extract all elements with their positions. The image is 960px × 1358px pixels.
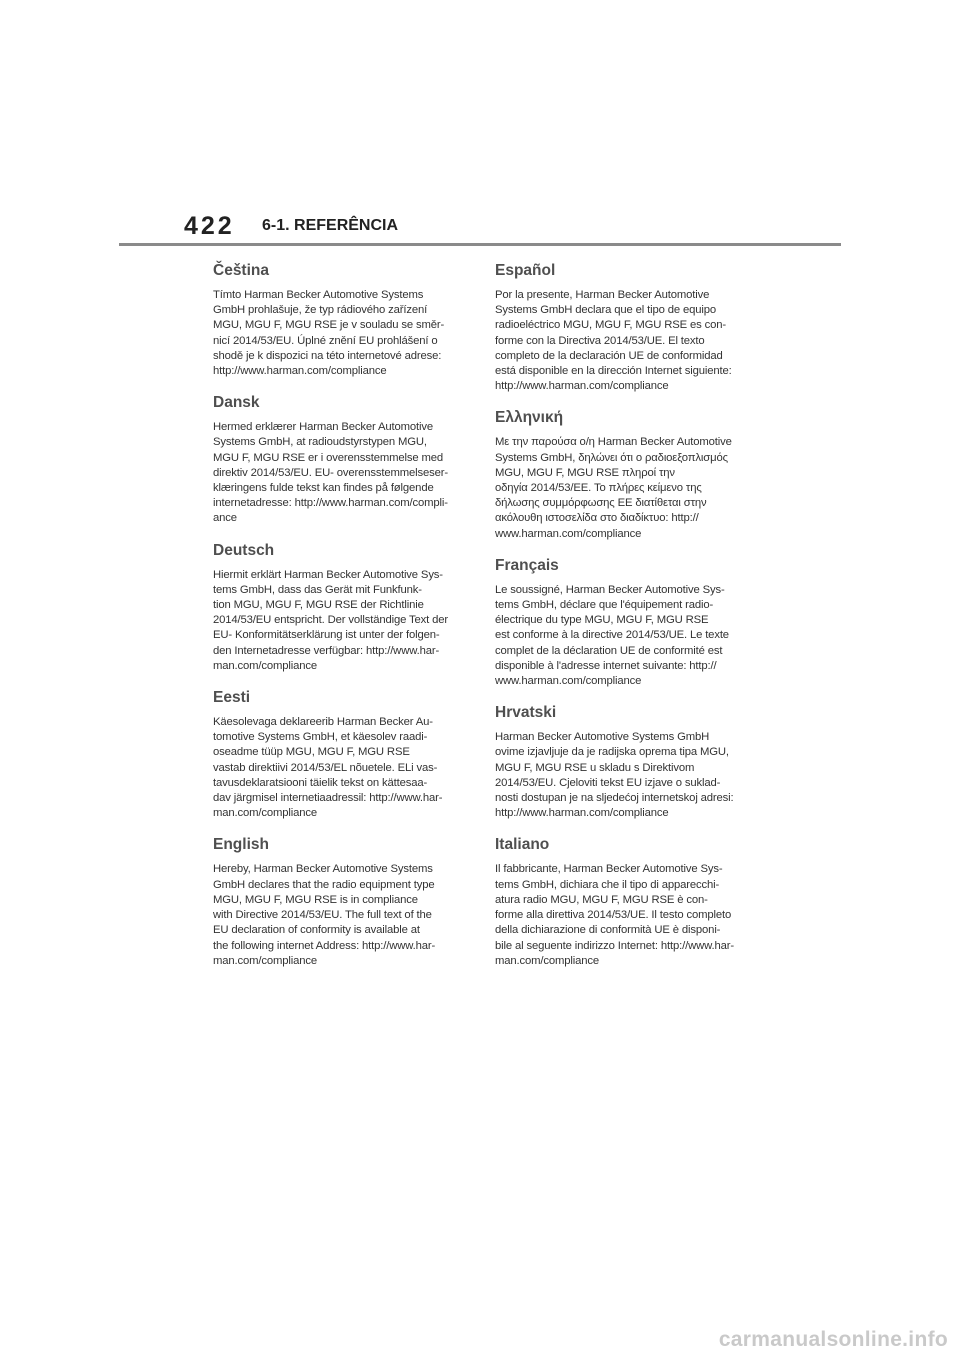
chapter-title: 6-1. REFERÊNCIA xyxy=(262,217,399,234)
page-number: 422 xyxy=(184,212,235,240)
section-heading: Français xyxy=(495,556,559,574)
section-heading: Dansk xyxy=(213,394,260,412)
section-heading: English xyxy=(213,836,269,854)
right-column xyxy=(495,261,751,983)
section-francais xyxy=(495,556,751,689)
section-english xyxy=(213,835,469,968)
section-heading: Español xyxy=(495,262,556,279)
section-heading: Deutsch xyxy=(213,541,275,559)
section-body: Harman Becker Automotive Systems GmbH ovime izjavljuje da je radijska oprema tipa MGU, MGU F, MGU RSE u skladu s Direktivom 2014/53/EU. Cjeloviti tekst EU izjave o suklad- nosti dostupan je na sljedećoj internetskoj adresi: http://www.harman.com/compliance xyxy=(495,731,734,820)
section-deutsch xyxy=(213,541,469,674)
page-header xyxy=(0,0,960,250)
section-heading: Eesti xyxy=(213,689,251,707)
header-divider xyxy=(119,243,841,246)
section-body: Hiermit erklärt Harman Becker Automotive Sys- tems GmbH, dass das Gerät mit Funkfunk- tion MGU, MGU F, MGU RSE der Richtlinie 2014/53/EU entspricht. Der vollständige Text der EU- Konformitätserklärung ist unter der folgen- den Internetadresse verfügbar: http://www.har- man.com/compliance xyxy=(213,568,448,672)
section-hrvatski xyxy=(495,703,751,821)
section-espanol xyxy=(495,261,751,394)
section-cestina xyxy=(213,261,469,379)
section-italiano xyxy=(495,835,751,968)
watermark: carmanualsonline.info xyxy=(718,1328,948,1351)
section-body: Tímto Harman Becker Automotive Systems GmbH prohlašuje, že typ rádiového zařízení MGU, MGU F, MGU RSE je v souladu se směr- nicí 2014/53/EU. Úplné znění EU prohlášení o shodě je k dispozici na této internetové adrese: http://www.harman.com/compliance xyxy=(213,289,445,378)
section-dansk xyxy=(213,393,469,526)
section-body: Le soussigné, Harman Becker Automotive Sys- tems GmbH, déclare que l'équipement radio- électrique du type MGU, MGU F, MGU RSE est conforme à la directive 2014/53/UE. Le texte complet de la déclaration UE de conformité est disponible à l'adresse internet suivante: http:// www.harman.com/compliance xyxy=(495,583,729,688)
section-heading: Italiano xyxy=(495,836,550,854)
section-ellinika xyxy=(495,408,751,541)
section-body: Hereby, Harman Becker Automotive Systems GmbH declares that the radio equipment type MGU, MGU F, MGU RSE is in compliance with Directive 2014/53/EU. The full text of the EU declaration of conformity is available at the following internet Address: http://www.har- man.com/compliance xyxy=(213,863,436,967)
left-column xyxy=(213,261,469,983)
section-heading: Ελληνική xyxy=(495,409,564,427)
section-body: Käesolevaga deklareerib Harman Becker Au- tomotive Systems GmbH, et käesolev raadi- oseadme tüüp MGU, MGU F, MGU RSE vastab direktiivi 2014/53/EL nõuetele. ELi vas- tavusdeklaratsiooni täielik tekst on kättesaa- dav järgmisel internetiaadressil: http://www.har- man.com/compliance xyxy=(213,716,443,820)
section-body: Il fabbricante, Harman Becker Automotive Sys- tems GmbH, dichiara che il tipo di apparecchi- atura radio MGU, MGU F, MGU RSE è con- forme alla direttiva 2014/53/UE. Il testo completo della dichiarazione di conformità UE è disponi- bile al seguente indirizzo Internet: http://www.har- man.com/compliance xyxy=(495,863,734,967)
section-heading: Čeština xyxy=(213,262,269,279)
section-body: Με την παρούσα ο/η Harman Becker Automotive Systems GmbH, δηλώνει ότι ο ραδιοεξοπλισμός MGU, MGU F, MGU RSE πληροί την οδηγία 2014/53/ΕΕ. Το πλήρες κείμενο της δήλωσης συμμόρφωσης ΕΕ διατίθεται στην ακόλουθη ιστοσελίδα στο διαδίκτυο: http:// www.harman.com/compliance xyxy=(495,436,732,540)
section-body: Por la presente, Harman Becker Automotive Systems GmbH declara que el tipo de equipo radioeléctrico MGU, MGU F, MGU RSE es con- forme con la Directiva 2014/53/UE. El texto completo de la declaración UE de conformidad está disponible en la dirección Internet siguiente: http://www.harman.com/compliance xyxy=(495,289,732,393)
section-body: Hermed erklærer Harman Becker Automotive Systems GmbH, at radioudstyrstypen MGU, MGU F, MGU RSE er i overensstemmelse med direktiv 2014/53/EU. EU- overensstemmelseser- klæringens fulde tekst kan findes på følgende internetadresse: http://www.harman.com/compli- ance xyxy=(213,421,448,525)
section-heading: Hrvatski xyxy=(495,704,557,722)
section-eesti xyxy=(213,688,469,821)
